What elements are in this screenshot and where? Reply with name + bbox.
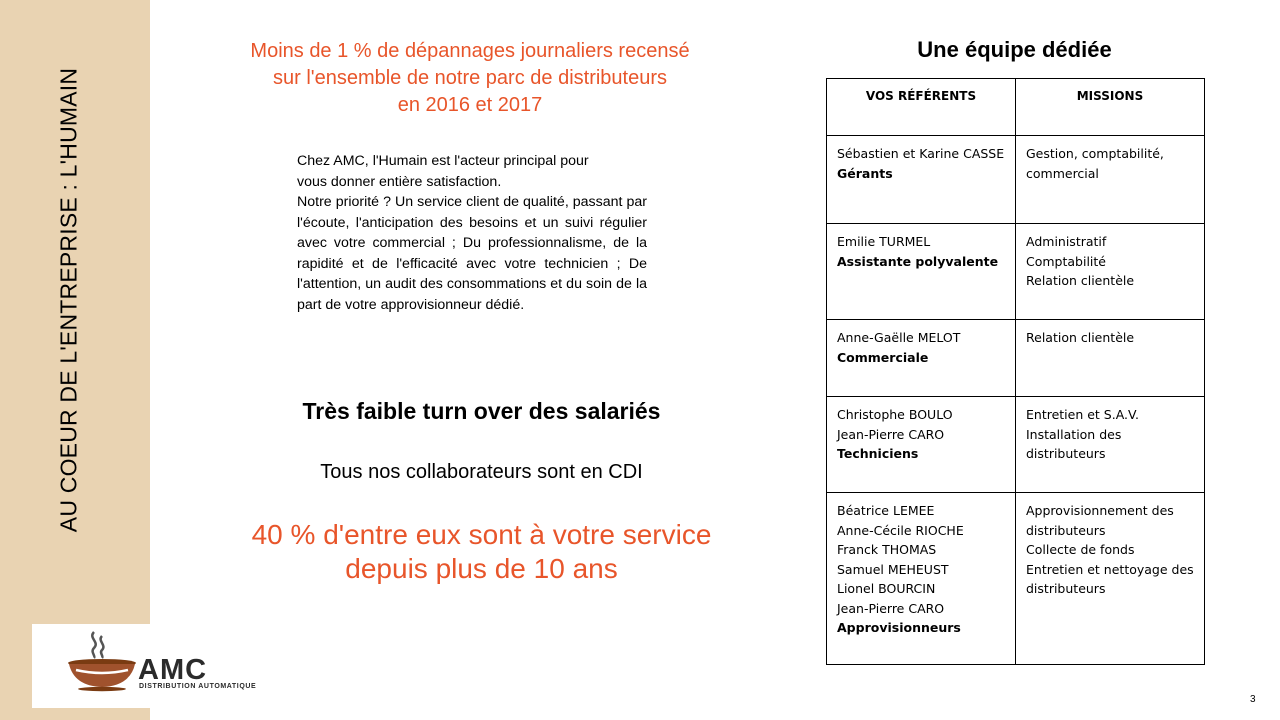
missions-cell [1016,493,1205,665]
logo-tagline: DISTRIBUTION AUTOMATIQUE [139,683,257,690]
header-referents: VOS RÉFÉRENTS [827,79,1016,136]
sidebar [0,0,150,720]
referent-name: Béatrice LEMEE [837,503,935,518]
referent-name: Emilie TURMEL [837,234,931,249]
referent-role: Techniciens [837,446,919,461]
headline [190,38,750,119]
vertical-title: AU COEUR DE L'ENTREPRISE : L'HUMAIN [55,67,82,533]
referent-name: Anne-Gaëlle MELOT [837,330,961,345]
table-row [827,136,1205,224]
turnover-title: Très faible turn over des salariés [302,398,661,424]
mission-item: Relation clientèle [1026,273,1135,288]
page-number: 3 [1250,694,1256,705]
header-missions: MISSIONS [1016,79,1205,136]
mission-item: Relation clientèle [1026,330,1135,345]
mission-item: Comptabilité [1026,253,1106,269]
mission-item: Installation des distributeurs [1026,426,1122,461]
headline-line: Moins de 1 % de dépannages journaliers recensé [250,40,690,62]
description-paragraph [297,151,647,315]
referent-name: Lionel BOURCIN [837,581,936,596]
logo-name: AMC [138,654,208,686]
referent-name: Samuel MEHEUST [837,561,949,577]
stat-line: 40 % d'entre eux sont à votre service [251,519,712,550]
table-row [827,224,1205,320]
referent-name: Jean-Pierre CARO [837,426,945,442]
missions-cell [1016,224,1205,320]
cdi-text: Tous nos collaborateurs sont en CDI [320,461,643,483]
headline-line: en 2016 et 2017 [397,94,543,116]
team-title: Une équipe dédiée [917,37,1112,62]
table-header-row [827,79,1205,136]
mission-item: Collecte de fonds [1026,542,1135,557]
referents-cell [827,320,1016,397]
referent-name: Franck THOMAS [837,542,937,557]
referents-cell [827,493,1016,665]
paragraph-intro: Chez AMC, l'Humain est l'acteur principal pour vous donner entière satisfaction. [297,153,589,190]
referent-role: Gérants [837,165,893,181]
mission-item: Entretien et S.A.V. [1026,407,1139,422]
table-row [827,320,1205,397]
paragraph-body: Notre priorité ? Un service client de qualité, passant par l'écoute, l'anticipation des besoins et un suivi régulier avec votre commercial ; Du professionnalisme, de la rapidité et de l'efficacité avec votre technicien ; De l'attention, un audit des consommations et du soin de la part de votre approvisionneur dédié. [297,194,647,313]
referent-name: Sébastien et Karine CASSE [837,146,1005,161]
missions-cell [1016,397,1205,493]
mission-item: Entretien et nettoyage des distributeurs [1026,561,1194,596]
referent-role: Commerciale [837,349,929,365]
mission-item: Administratif [1026,234,1107,249]
mission-item: Gestion, comptabilité, commercial [1026,146,1164,181]
referents-cell [827,136,1016,224]
referent-name: Jean-Pierre CARO [837,600,945,616]
missions-cell [1016,136,1205,224]
team-table [826,78,1205,665]
table-row [827,493,1205,665]
referent-name: Christophe BOULO [837,407,953,422]
referents-cell [827,397,1016,493]
mission-item: Approvisionnement des distributeurs [1026,503,1174,538]
seniority-stat [190,518,773,586]
referents-cell [827,224,1016,320]
referent-role: Assistante polyvalente [837,253,999,269]
missions-cell [1016,320,1205,397]
referent-name: Anne-Cécile RIOCHE [837,522,964,538]
headline-line: sur l'ensemble de notre parc de distributeurs [272,67,668,89]
table-row [827,397,1205,493]
referent-role: Approvisionneurs [837,620,961,635]
stat-line: depuis plus de 10 ans [345,553,618,584]
steaming-bowl-icon [66,630,138,692]
